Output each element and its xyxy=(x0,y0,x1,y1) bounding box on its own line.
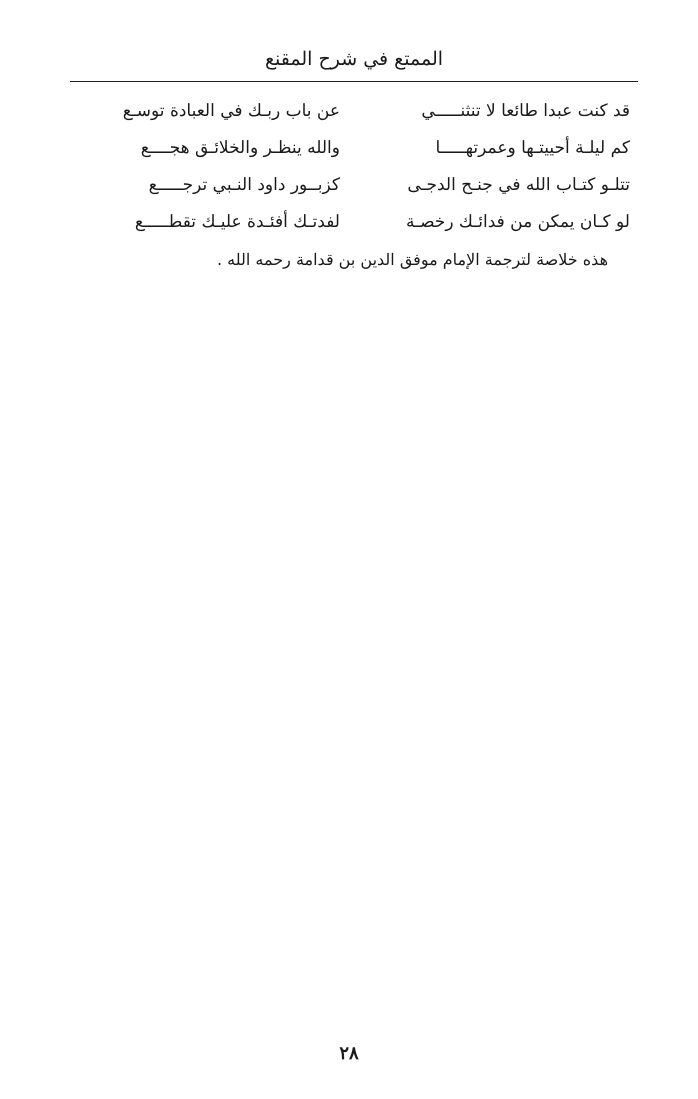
verse-line xyxy=(85,205,630,242)
verse-second-hemistich: عن باب ربـك في العبادة توسـع xyxy=(122,101,340,121)
verse-first-hemistich: تتلـو كتـاب الله في جنـح الدجـى xyxy=(407,175,630,195)
verse-second-hemistich: كزبــور داود النـبي ترجـــــع xyxy=(148,175,340,195)
verse-line xyxy=(85,168,630,205)
closing-paragraph: هذه خلاصة لترجمة الإمام موفق الدين بن قدامة رحمه الله . xyxy=(216,250,608,269)
verse-first-hemistich: قد كنت عبدا طائعا لا تنثنـــــي xyxy=(421,101,630,121)
verse-line xyxy=(85,131,630,168)
verse-first-hemistich: لو كـان يمكن من فدائـك رخصـة xyxy=(405,212,630,232)
running-header: الممتع في شرح المقنع xyxy=(264,48,444,70)
verse-line xyxy=(85,94,630,131)
poem xyxy=(85,94,630,242)
verse-first-hemistich: كم ليلـة أحييتـها وعمرتهـــــا xyxy=(435,138,630,158)
verse-second-hemistich: والله ينظـر والخلائـق هجــــع xyxy=(140,138,340,158)
verse-second-hemistich: لفدتـك أفئـدة عليـك تقطـــــع xyxy=(134,212,340,232)
header-divider xyxy=(70,81,638,82)
page-number: ٢٨ xyxy=(339,1043,359,1064)
